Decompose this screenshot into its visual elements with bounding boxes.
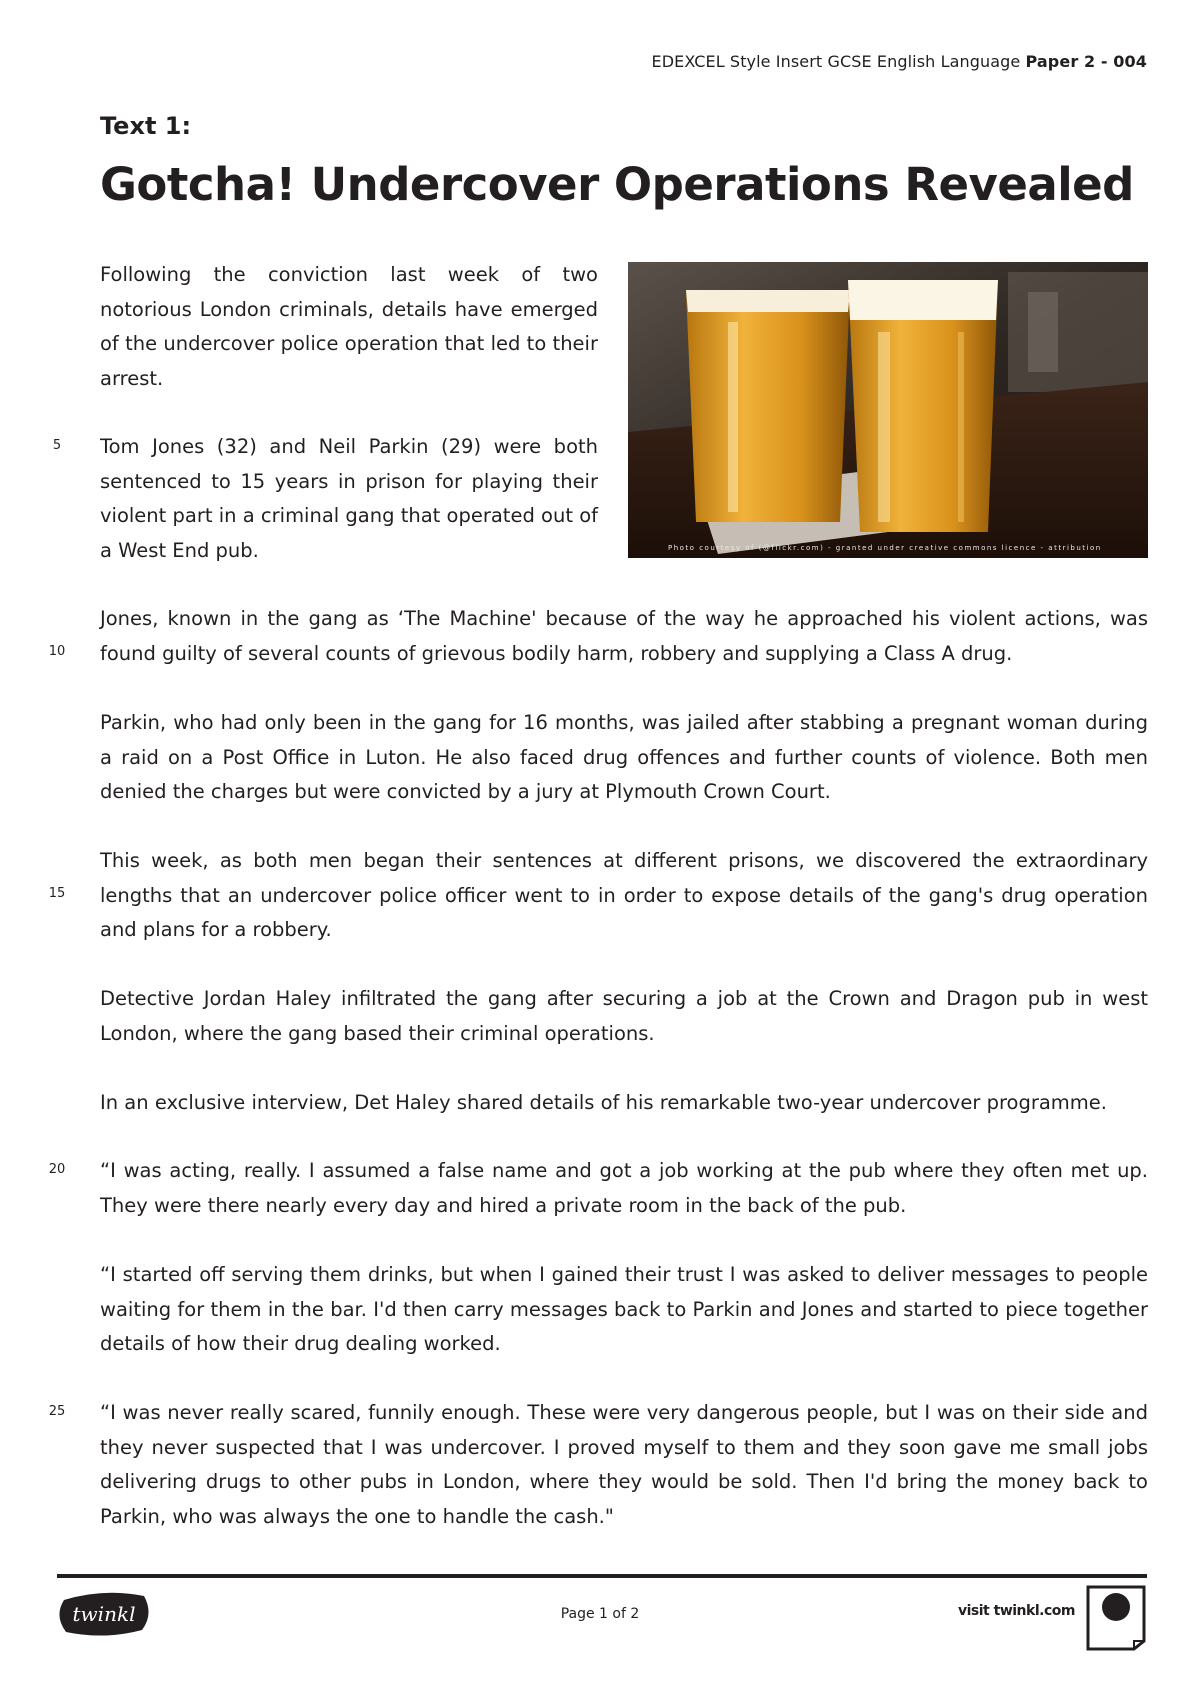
paragraph-5: This week, as both men began their sentences at different prisons, we discovered the extraordinary lengths that an undercover police officer went to in order to expose details of the gang's drug operation and plans for a robbery. xyxy=(100,849,1148,941)
footer-divider xyxy=(57,1574,1147,1578)
beer-glasses-illustration xyxy=(628,262,1148,558)
quality-badge-icon xyxy=(1084,1583,1148,1653)
header-subtitle xyxy=(652,52,1147,71)
paragraph-9: “I started off serving them drinks, but when I gained their trust I was asked to deliver messages to people waiting for them in the bar. I'd then carry messages back to Parkin and Jones and started to piece together details of how their drug dealing worked. xyxy=(100,1263,1148,1355)
beer-photo xyxy=(628,262,1148,558)
page-number: Page 1 of 2 xyxy=(560,1606,640,1622)
quality-standard-badge xyxy=(1084,1583,1148,1653)
paragraph-10: “I was never really scared, funnily enough. These were very dangerous people, but I was on their side and they never suspected that I was undercover. I proved myself to them and they soon gave me small jobs delivering drugs to other pubs in London, where they would be sold. Then I'd bring the money back to Parkin, who was always the one to handle the cash." xyxy=(100,1401,1148,1528)
line-number-5: 5 xyxy=(52,438,62,453)
paragraph-6: Detective Jordan Haley infiltrated the gang after securing a job at the Crown and Dragon pub in west London, where the gang based their criminal operations. xyxy=(100,987,1148,1045)
header-subtitle-text: EDEXCEL Style Insert GCSE English Language xyxy=(651,52,1021,71)
line-number-25: 25 xyxy=(48,1404,66,1419)
visit-twinkl-link[interactable]: visit twinkl.com xyxy=(958,1603,1075,1619)
photo-credit: Photo courtesy of (@flickr.com) - granted under creative commons licence - attribution xyxy=(668,544,1102,552)
text-label: Text 1: xyxy=(100,112,192,140)
paragraph-2: Tom Jones (32) and Neil Parkin (29) were both sentenced to 15 years in prison for playing their violent part in a criminal gang that operated out of a West End pub. xyxy=(100,435,598,562)
paragraph-8: “I was acting, really. I assumed a false name and got a job working at the pub where they often met up. They were there nearly every day and hired a private room in the back of the pub. xyxy=(100,1159,1148,1217)
twinkl-logo-text: twinkl xyxy=(72,1602,136,1626)
line-number-20: 20 xyxy=(48,1162,66,1177)
paragraph-1: Following the conviction last week of two notorious London criminals, details have emerged of the undercover police operation that led to their arrest. xyxy=(100,263,598,390)
paragraph-7: In an exclusive interview, Det Haley shared details of his remarkable two-year undercover programme. xyxy=(100,1091,1107,1114)
header-paper-code: Paper 2 - 004 xyxy=(1025,52,1147,71)
page-title: Gotcha! Undercover Operations Revealed xyxy=(100,158,1134,211)
paragraph-3: Jones, known in the gang as ‘The Machine' because of the way he approached his violent actions, was found guilty of several counts of grievous bodily harm, robbery and supplying a Class A drug. xyxy=(100,607,1148,665)
paragraph-4: Parkin, who had only been in the gang for 16 months, was jailed after stabbing a pregnant woman during a raid on a Post Office in Luton. He also faced drug offences and further counts of violence. Both men denied the charges but were convicted by a jury at Plymouth Crown Court. xyxy=(100,711,1148,803)
line-number-10: 10 xyxy=(48,644,66,659)
line-number-15: 15 xyxy=(48,886,66,901)
